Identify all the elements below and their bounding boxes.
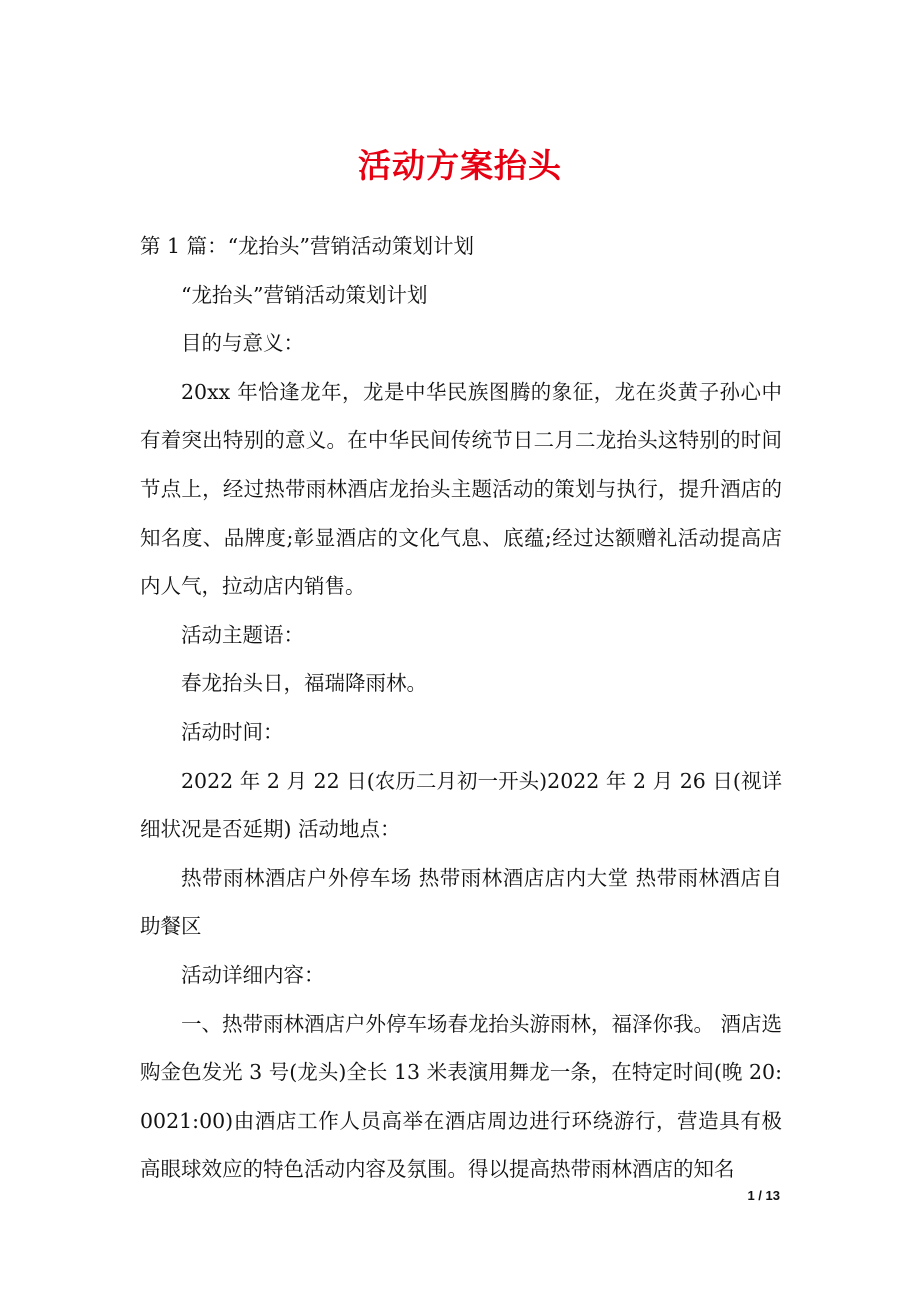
paragraph: 一、热带雨林酒店户外停车场春龙抬头游雨林，福泽你我。 酒店选购金色发光 3 号(龙头)全长 13 米表演用舞龙一条，在特定时间(晚 20:0021:00)由酒店工作人员高举在酒店周边进行环绕游行，营造具有极高眼球效应的特色活动内容及氛围。得以提高热带雨林酒店的知名 bbox=[140, 1011, 783, 1182]
paragraph: 春龙抬头日，福瑞降雨林。 bbox=[181, 671, 427, 696]
page-number: 1 / 13 bbox=[747, 1188, 780, 1203]
paragraph: 热带雨林酒店户外停车场 热带雨林酒店店内大堂 热带雨林酒店自助餐区 bbox=[140, 865, 782, 939]
section-heading: 第 1 篇：“龙抬头”营销活动策划计划 bbox=[140, 234, 475, 258]
paragraph: 活动时间： bbox=[181, 719, 284, 744]
paragraph: “龙抬头”营销活动策划计划 bbox=[181, 282, 428, 307]
paragraph: 活动主题语： bbox=[181, 622, 304, 647]
paragraph: 活动详细内容： bbox=[181, 962, 325, 987]
document-title: 活动方案抬头 bbox=[358, 146, 562, 185]
paragraph: 2022 年 2 月 22 日(农历二月初一开头)2022 年 2 月 26 日(视详细状况是否延期) 活动地点： bbox=[140, 768, 782, 842]
paragraph: 目的与意义： bbox=[181, 331, 304, 356]
document-body bbox=[140, 222, 782, 1194]
paragraph: 20xx 年恰逢龙年，龙是中华民族图腾的象征，龙在炎黄子孙心中有着突出特别的意义。在中华民间传统节日二月二龙抬头这特别的时间节点上，经过热带雨林酒店龙抬头主题活动的策划与执行，提升酒店的知名度、品牌度;彰显酒店的文化气息、底蕴;经过达额赠礼活动提高店内人气，拉动店内销售。 bbox=[140, 379, 782, 599]
